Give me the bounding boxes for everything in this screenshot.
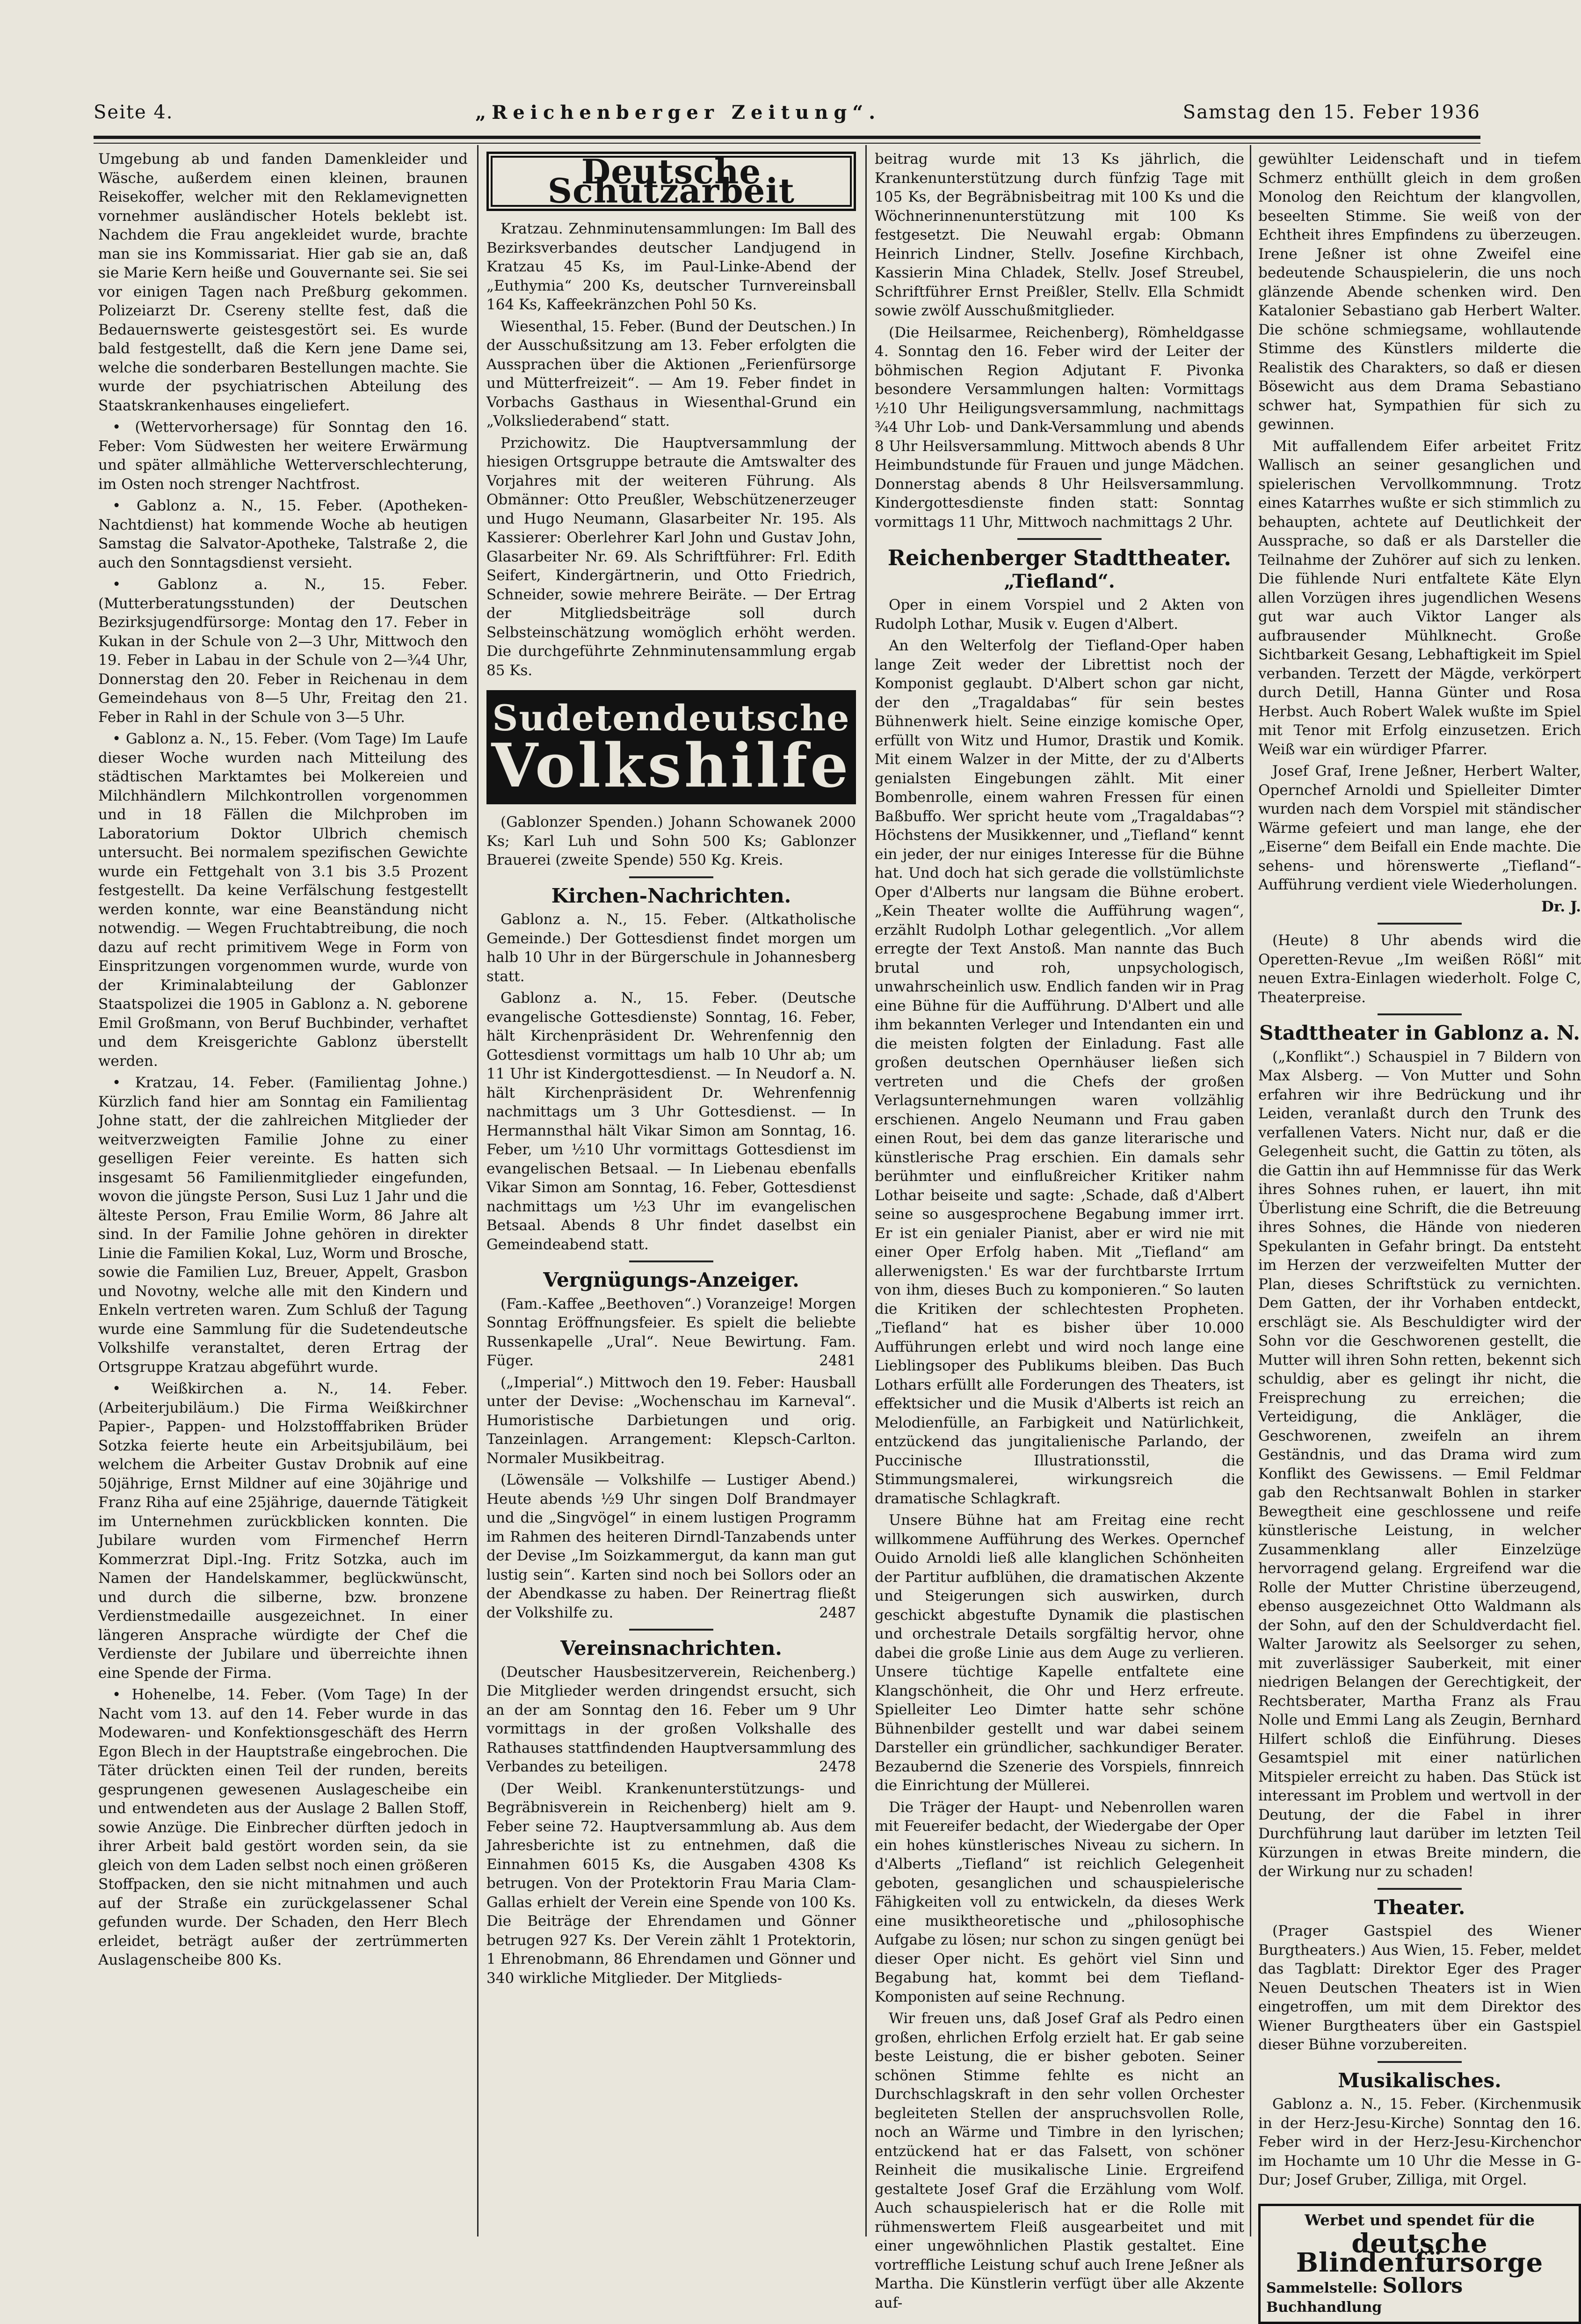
divider bbox=[1378, 923, 1462, 925]
section-head-stadttheater: Reichenberger Stadttheater. bbox=[875, 548, 1244, 568]
masthead: „Reichenberger Zeitung“. bbox=[475, 102, 881, 124]
ad-main-line: deutsche Blindenfürsorge bbox=[1266, 2234, 1573, 2272]
divider bbox=[1378, 1013, 1462, 1015]
article-paragraph: (Heute) 8 Uhr abends wird die Operetten-Revue „Im weißen Rößl“ mit neuen Extra-Einlagen wiederholt. Folge C, Theaterpreise. bbox=[1258, 931, 1581, 1007]
article-paragraph: Wir freuen uns, daß Josef Graf als Pedro einen großen, ehrlichen Erfolg erzielt hat. Er gab seine beste Leistung, die er bisher geboten. Seiner schönen Stimme fehlte es nicht an Durchschlagskraft in den sehr vollen Orchester begleiteten Stellen der anspruchsvollen Rolle, noch an Wärme und Timbre in den lyrischen; entzückend hat er das Falsett, von schöner Reinheit die musikalische Linie. Ergreifend gestaltete Josef Graf die Erzählung vom Wolf. Auch schauspielerisch hat er die Rolle mit rühmenswertem Fleiß ausgearbeitet und mit einer ungewöhnlichen Plastik gestaltet. Eine vortreffliche Leistung schuf auch Irene Jeßner als Martha. Die Künstlerin verfügt über alle Akzente auf- bbox=[875, 2009, 1244, 2312]
article-paragraph: • (Wettervorhersage) für Sonntag den 16. Feber: Vom Südwesten her weitere Erwärmung und später allmähliche Wetterverschlechterung, im Osten noch strenger Nachtfrost. bbox=[98, 418, 468, 494]
ad-number: 2481 bbox=[805, 1351, 856, 1370]
issue-date: Samstag den 15. Feber 1936 bbox=[1183, 102, 1480, 123]
article-paragraph: • Kratzau, 14. Feber. (Familientag Johne.) Kürzlich fand hier am Sonntag ein Familientag Johne statt, der die zahlreichen Mitglieder der weitverzweigten Familie Johne zu einer geselligen Feier vereinte. Es hatten sich insgesamt 56 Familienmitglieder eingefunden, wovon die jüngste Person, Susi Luz 1 Jahr und die älteste Person, Frau Emilie Worm, 86 Jahre alt sind. In der Familie Johne gehören in direkter Linie die Familien Kokal, Luz, Worm und Brosche, sowie die Familien Luz, Breuer, Appelt, Grasbon und Novotny, welche alle mit den Kindern und Enkeln vertreten waren. Zum Schluß der Tagung wurde eine Sammlung für die Sudetendeutsche Volkshilfe veranstaltet, deren Ertrag der Ortsgruppe Kratzau abgeführt wurde. bbox=[98, 1073, 468, 1377]
divider bbox=[629, 1260, 713, 1262]
divider bbox=[1378, 2061, 1462, 2063]
article-paragraph bbox=[486, 1295, 856, 1370]
ad-number: 2487 bbox=[805, 1603, 856, 1623]
article-paragraph: • Hohenelbe, 14. Feber. (Vom Tage) In der Nacht vom 13. auf den 14. Feber wurde in das Modewaren- und Konfektionsgeschäft des Herrn Egon Blech in der Hauptstraße eingebrochen. Die Täter drückten einen Teil der runden, bereits gesprungenen gewesenen Auslagescheibe ein und entwendeten aus der Auslage 2 Ballen Stoff, sowie Anzüge. Die Einbrecher dürften jedoch in ihrer Arbeit bald gestört worden sein, da sie gleich von dem Laden selbst noch einen größeren Stoffpacken, den sie nicht mitnahmen und auch auf der Straße ein zurückgelassener Schal gefunden wurde. Der Schaden, den Herr Blech erleidet, beträgt außer der zertrümmerten Auslagenscheibe 800 Ks. bbox=[98, 1685, 468, 1970]
article-paragraph: Josef Graf, Irene Jeßner, Herbert Walter, Opernchef Arnoldi und Spielleiter Dimter wurden nach dem Vorspiel mit ständischer Wärme gefeiert und man lange, ehe der „Eiserne“ dem Beifall ein Ende machte. Die sehens- und hörenswerte „Tiefland“-Aufführung verdient viele Wiederholungen. bbox=[1258, 762, 1581, 895]
article-paragraph: Mit auffallendem Eifer arbeitet Fritz Wallisch an seiner gesanglichen und spielerischen Vervollkommnung. Trotz eines Katarrhes wußte er sich stimmlich zu behaupten, achtete auf Deutlichkeit der Aussprache, so daß er als Darsteller die Teilnahme der Zuhörer auf sich zu lenken. Die fühlende Nuri entfaltete Käte Elyn allen Vorzügen ihres jugendlichen Wesens gut war auch Viktor Langer als aufbrausender Mühlknecht. Große Sichtbarkeit Gesang, Lebhaftigkeit im Spiel verbanden. Terzett der Mägde, verkörpert durch Detill, Hanna Günter und Rosa Herbst. Auch Robert Walek wußte im Spiel mit Tenor mit Erfolg einzusetzen. Erich Weiß war ein würdiger Pfarrer. bbox=[1258, 437, 1581, 759]
ad-name: Sollors bbox=[1382, 2274, 1463, 2298]
section-title-schutzarbeit: Deutsche Schutzarbeit bbox=[486, 152, 856, 211]
column-2 bbox=[486, 150, 856, 2237]
page-header bbox=[94, 91, 1480, 133]
article-paragraph: • Gablonz a. N., 15. Feber. (Mutterberatungsstunden) der Deutschen Bezirksjugendfürsorge: Montag den 17. Feber in Kukan in der Schule von 2—3 Uhr, Mittwoch den 19. Feber in Labau in der Schule von 2—¾4 Uhr, Donnerstag den 20. Feber in Reichenau in dem Gemeindehaus von 8—5 Uhr, Freitag den 21. Feber in Rahl in der Schule von 3—5 Uhr. bbox=[98, 575, 468, 727]
article-paragraph: gewühlter Leidenschaft und in tiefem Schmerz enthüllt gleich in dem großen Monolog den Reichtum der klangvollen, beseelten Stimme. Sie weiß von der Echtheit ihres Empfindens zu überzeugen. Irene Jeßner ist ohne Zweifel eine bedeutende Schauspielerin, die uns noch glänzende Abende schenken wird. Den Katalonier Sebastiano gab Herbert Walter. Die schöne schmiegsame, wohllautende Stimme des Künstlers milderte die Realistik des Charakters, so daß er diesen Bösewicht aus dem Drama Sebastiano schwer hat, Sympathien für sich zu gewinnen. bbox=[1258, 150, 1581, 434]
column-divider bbox=[865, 145, 867, 2237]
article-paragraph: („Konflikt“.) Schauspiel in 7 Bildern von Max Alsberg. — Von Mutter und Sohn erfahren wir ihre Bedrückung und ihr Leiden, veranlaßt durch den Trunk des verfallenen Vaters. Nicht nur, daß er die Gelegenheit sucht, die Gattin zu töten, als die Gattin ihn auf Hemmnisse für das Werk ihres Sohnes ruhen, er lauert, ihn mit Überlistung eine Schrift, die die Betreuung ihres Sohnes, die Hände von niederen Spekulanten in Gefahr bringt. Da entsteht im Herzen der verzweifelten Mutter der Plan, dieses Schriftstück zu vernichten. Dem Gatten, der ihr Vorhaben entdeckt, erschlägt sie. Als Beschuldigter wird der Sohn vor die Geschworenen gestellt, die Mutter will ihren Sohn retten, bekennt sich schuldig, aber es gelingt ihr nicht, die Freisprechung zu erreichen; die Verteidigung, die Ankläger, die Geschworenen, zweifeln an ihrem Geständnis, und das Drama wird zum Konflikt des Gewissens. — Emil Feldmar gab den Rechtsanwalt Bohlen in starker Bewegtheit eine geschlossene und reife künstlerische Leistung, in welcher Zusammenklang aller Einzelzüge hervorragend gelang. Ergreifend war die Rolle der Mutter Christine überzeugend, ebenso ausgezeichnet Otto Waldmann als der Sohn, auf den der Schuldverdacht fiel. Walter Jarowitz als Seelsorger zu sehen, mit zuverlässiger Sauberkeit, mit einer niedrigen Belangen der Gerechtigkeit, der Rechtsberater, Martha Franz als Frau Nolle und Emmi Lang als Zeugin, Bernhard Hilfert schloß die Einführung. Dieses Gesamtspiel mit einer natürlichen Mitspieler erreicht zu haben. Das Stück ist interessant im Problem und wertvoll in der Deutung, der die Fabel in ihrer Durchführung laut darüber im letzten Teil Kürzungen in etwas Breite mindern, die der Wirkung nur zu schaden! bbox=[1258, 1048, 1581, 1881]
article-paragraph: Unsere Bühne hat am Freitag eine recht willkommene Aufführung des Werkes. Opernchef Ouido Arnoldi ließ alle klanglichen Schönheiten der Partitur aufblühen, die dramatischen Akzente und Steigerungen sich auswirken, durch geschickt abgestufte Dynamik die plastischen und orchestrale Details sorgfältig hervor, ohne dabei die große Linie aus dem Auge zu verlieren. Unsere tüchtige Kapelle entfaltete eine Klangschönheit, die Ohr und Herz erfreute. Spielleiter Leo Dimter hatte sehr schöne Bühnenbilder gestellt und war dabei seinem Darsteller ein gründlicher, sachkundiger Berater. Bezaubernd die Szenerie des Vorspiels, finnreich die Einrichtung der Müllerei. bbox=[875, 1511, 1244, 1795]
article-paragraph: (Gablonzer Spenden.) Johann Schowanek 2000 Ks; Karl Luh und Sohn 500 Ks; Gablonzer Brauerei (zweite Spende) 550 Kg. Kreis. bbox=[486, 813, 856, 870]
article-paragraph: Wiesenthal, 15. Feber. (Bund der Deutschen.) In der Ausschußsitzung am 13. Feber erfolgten die Aussprachen über die Aktionen „Ferienfürsorge und Mütterfreizeit“. — Am 19. Feber findet in Vorbachs Gasthaus in Wiesenthal-Grund ein „Volksliederabend“ statt. bbox=[486, 317, 856, 431]
header-rule bbox=[94, 136, 1480, 139]
divider bbox=[629, 1629, 713, 1631]
ad-label: Sammelstelle: bbox=[1266, 2280, 1378, 2296]
article-paragraph: Umgebung ab und fanden Damenkleider und Wäsche, außerdem einen kleinen, braunen Reisekoffer, welcher mit den Reklamevignetten vornehmer ausländischer Hotels beklebt ist. Nachdem die Frau angekleidet wurde, brachte man sie ins Kommissariat. Hier gab sie an, daß sie Marie Kern heiße und Gouvernante sei. Sie sei vor einigen Tagen nach Preßburg gekommen. Polizeiarzt Dr. Csereny stellte fest, daß die Bedauernswerte geistesgestört sei. Es wurde bald festgestellt, daß die Kern jene Dame sei, welche die sonderbaren Bestellungen machte. Sie wurde der psychiatrischen Abteilung des Staatskrankenhauses eingeliefert. bbox=[98, 150, 468, 415]
article-paragraph: Gablonz a. N., 15. Feber. (Kirchenmusik in der Herz-Jesu-Kirche) Sonntag den 16. Feber wird in der Herz-Jesu-Kirchenchor im Hochamte um 10 Uhr die Messe in G-Dur; Josef Gruber, Zilliga, mit Orgel. bbox=[1258, 2095, 1581, 2190]
column-4 bbox=[1258, 150, 1581, 2237]
author-signoff: Dr. J. bbox=[1258, 897, 1581, 917]
header-rule-thin bbox=[94, 143, 1480, 144]
divider bbox=[1017, 538, 1102, 540]
section-head-verein: Vereinsnachrichten. bbox=[486, 1639, 856, 1658]
column-3 bbox=[875, 150, 1244, 2237]
banner-line-1: Sudetendeutsche bbox=[486, 700, 856, 736]
paragraph-text: (Fam.-Kaffee „Beethoven“.) Voranzeige! Morgen Sonntag Eröffnungsfeier. Es spielt die beliebte Russenkapelle „Ural“. Neue Bewirtung. Fam. Füger. bbox=[486, 1296, 856, 1370]
ad-bottom-line bbox=[1266, 2277, 1573, 2317]
article-paragraph: beitrag wurde mit 13 Ks jährlich, die Krankenunterstützung durch fünfzig Tage mit 105 Ks, der Begräbnisbeitrag mit 100 Ks und die Wöchnerinnenunterstützung mit 100 Ks festgesetzt. Die Neuwahl ergab: Obmann Heinrich Lindner, Stellv. Josefine Kirchbach, Kassierin Mina Chladek, Stellv. Josef Streubel, Schriftführer Ernst Preißler, Stellv. Ella Schmidt sowie zwölf Ausschußmitglieder. bbox=[875, 150, 1244, 321]
article-paragraph: Gablonz a. N., 15. Feber. (Altkatholische Gemeinde.) Der Gottesdienst findet morgen um halb 10 Uhr in der Bürgerschule in Johannesberg statt. bbox=[486, 910, 856, 986]
section-head-vergnuegung: Vergnügungs-Anzeiger. bbox=[486, 1271, 856, 1290]
article-paragraph: Gablonz a. N., 15. Feber. (Deutsche evangelische Gottesdienste) Sonntag, 16. Feber, hält Kirchenpräsident Dr. Wehrenfennig den Gottesdienst vormittags um halb 10 Uhr ab; um 11 Uhr ist Kindergottesdienst. — In Neudorf a. N. hält Kirchenpräsident Dr. Wehrenfennig nachmittags um 3 Uhr Gottesdienst. — In Hermannsthal hält Vikar Simon am Sonntag, 16. Feber, um ½10 Uhr vormittags Gottesdienst im evangelischen Betsaal. — In Liebenau ebenfalls Vikar Simon am Sonntag, 16. Feber, Gottesdienst nachmittags um ½3 Uhr im evangelischen Betsaal. Abends 8 Uhr findet daselbst ein Gemeindeabend statt. bbox=[486, 989, 856, 1254]
divider bbox=[1378, 1888, 1462, 1890]
article-paragraph: Kratzau. Zehnminutensammlungen: Im Ball des Bezirksverbandes deutscher Landjugend in Kratzau 45 Ks, im Paul-Linke-Abend der „Euthymia“ 200 Ks, deutscher Turnvereinsball 164 Ks, Kaffeekränzchen Pohl 50 Ks. bbox=[486, 219, 856, 314]
page-number: Seite 4. bbox=[94, 102, 174, 123]
column-divider bbox=[1250, 145, 1251, 2237]
article-paragraph: (Die Heilsarmee, Reichenberg), Römheldgasse 4. Sonntag den 16. Feber wird der Leiter der böhmischen Region Adjutant F. Pivonka besondere Versammlungen halten: Vormittags ½10 Uhr Heiligungsversammlung, nachmittags ¾4 Uhr Lob- und Dank-Versammlung und abends 8 Uhr Heilsversammlung. Mittwoch abends 8 Uhr Heimbundstunde für Frauen und junge Mädchen. Donnerstag abends 8 Uhr Heilsversammlung. Kindergottesdienste finden statt: Sonntag vormittags 11 Uhr, Mittwoch nachmittags 2 Uhr. bbox=[875, 323, 1244, 532]
ad-extra: Buchhandlung bbox=[1266, 2299, 1382, 2316]
ad-top-line: Werbet und spendet für die bbox=[1266, 2211, 1573, 2230]
ad-number: 2478 bbox=[805, 1757, 856, 1777]
section-head-kirchen: Kirchen-Nachrichten. bbox=[486, 887, 856, 906]
paragraph-text: (Löwensäle — Volkshilfe — Lustiger Abend.) Heute abends ½9 Uhr singen Dolf Brandmayer und die „Singvögel“ in einem lustigen Programm im Rahmen des heiteren Dirndl-Tanzabends unter der Devise „Im Soizkammergut, da kann man gut lustig sein“. Karten sind noch bei Sollors oder an der Abendkasse zu haben. Der Reinertrag fließt der Volkshilfe zu. bbox=[486, 1472, 856, 1621]
article-paragraph bbox=[486, 1471, 856, 1622]
article-paragraph: (Der Weibl. Krankenunterstützungs- und Begräbnisverein in Reichenberg) hielt am 9. Feber seine 72. Hauptversammlung ab. Aus dem Jahresberichte ist zu entnehmen, daß die Einnahmen 6015 Ks, die Ausgaben 4308 Ks betrugen. Von der Protektorin Frau Maria Clam-Gallas erhielt der Verein eine Spende von 100 Ks. Die Beiträge der Ehrendamen und Gönner betrugen 927 Ks. Der Verein zählt 1 Protektorin, 1 Ehrenobmann, 86 Ehrendamen und Gönner und 340 wirkliche Mitglieder. Der Mitglieds- bbox=[486, 1779, 856, 1988]
blindenfuersorge-ad bbox=[1258, 2204, 1581, 2324]
article-paragraph: • Gablonz a. N., 15. Feber. (Apotheken-Nachtdienst) hat kommende Woche ab heutigen Samstag die Salvator-Apotheke, Talstraße 2, die auch den Sonntagsdienst versieht. bbox=[98, 496, 468, 572]
article-paragraph: Die Träger der Haupt- und Nebenrollen waren mit Feuereifer bedacht, der Wiedergabe der Oper ein hohes künstlerisches Niveau zu sichern. In d'Alberts „Tiefland“ ist reichlich Gelegenheit geboten, gesanglichen und schauspielerische Fähigkeiten voll zu entwickeln, da dieses Werk eine musiktheoretische und „philosophische Aufgabe zu lösen; nur schon zu singen genügt bei dieser Oper nicht. Es gehört viel Sinn und Begabung hat, kommt bei dem Tiefland-Komponisten auf seine Rechnung. bbox=[875, 1798, 1244, 2007]
play-title: „Tiefland“. bbox=[875, 572, 1244, 591]
volkshilfe-banner bbox=[486, 690, 856, 804]
article-paragraph: (Prager Gastspiel des Wiener Burgtheaters.) Aus Wien, 15. Feber, meldet das Tagblatt: Direktor Eger des Prager Neuen Deutschen Theaters ist in Wien eingetroffen, um mit dem Direktor des Wiener Burgtheaters über ein Gastspiel dieser Bühne vorzubereiten. bbox=[1258, 1922, 1581, 2054]
article-paragraph: Oper in einem Vorspiel und 2 Akten von Rudolph Lothar, Musik v. Eugen d'Albert. bbox=[875, 596, 1244, 634]
paragraph-text: (Deutscher Hausbesitzerverein, Reichenberg.) Die Mitglieder werden dringendst ersucht, sich an der am Sonntag den 16. Feber um 9 Uhr vormittags in der großen Volkshalle des Rathauses stattfindenden Hauptversammlung des Verbandes zu beteiligen. bbox=[486, 1664, 856, 1776]
section-head-musik: Musikalisches. bbox=[1258, 2071, 1581, 2091]
article-paragraph: • Weißkirchen a. N., 14. Feber. (Arbeiterjubiläum.) Die Firma Weißkirchner Papier-, Pappen- und Holzstofffabriken Brüder Sotzka feierte heute ein Arbeitsjubiläum, bei welchem die Arbeiter Gustav Drobnik auf eine 50jährige, Ernst Mildner auf eine 30jährige und Franz Riha auf eine 25jährige, dauernde Tätigkeit im Unternehmen zurückblicken konnten. Die Jubilare wurden vom Firmenchef Herrn Kommerzrat Dipl.-Ing. Fritz Sotzka, auch im Namen der Handelskammer, beglückwünscht, und durch die silberne, bzw. bronzene Verdienstmedaille ausgezeichnet. In einer längeren Ansprache würdigte der Chef die Verdienste der Jubilare und überreichte ihnen eine Spende der Firma. bbox=[98, 1379, 468, 1683]
column-1 bbox=[98, 150, 468, 2237]
section-head-theater: Theater. bbox=[1258, 1898, 1581, 1917]
article-paragraph: An den Welterfolg der Tiefland-Oper haben lange Zeit weder der Librettist noch der Komponist geglaubt. D'Albert schon gar nicht, der den „Tragaldabas“ für sein bestes Bühnenwerk hielt. Seine einzige komische Oper, erfüllt von Witz und Humor, Drastik und Komik. Mit einem Walzer in der Mitte, der zu d'Alberts genialsten Eingebungen zählt. Mit einer Bombenrolle, einem wahren Fressen für einen Baßbuffo. Wer spricht heute vom „Tragaldabas“? Höchstens der Musikkenner, und „Tiefland“ kennt ein jeder, der nur einiges Interesse für die Bühne hat. Und doch hat sich gerade die vollstümlichste Oper d'Alberts nur langsam die Bühne erobert. „Kein Theater wollte die Aufführung wagen“, erzählt Rudolph Lothar gelegentlich. „Vor allem erregte der Text Anstoß. Man nannte das Buch brutal und roh, unpsychologisch, unwahrscheinlich usw. Endlich fanden wir in Prag eine Bühne für die Aufführung. D'Albert und alle ihm bekannten Verleger und Intendanten ein und die meisten folgten der Einladung. Fast alle großen deutschen Opernhäuser ließen sich vertreten und die Chefs der großen Verlagsunternehmungen waren vollzählig erschienen. Angelo Neumann und Frau gaben einen Rout, bei dem das ganze literarische und künstlerische Prag erschien. Ein damals sehr berühmter und einflußreicher Kritiker nahm Lothar beiseite und sagte: ‚Schade, daß d'Albert seine so ausgesprochene Begabung immer irrt. Er ist ein genialer Pianist, aber er wird nie mit einer Oper Erfolg haben. Mit „Tiefland“ am allerwenigsten.' Es war der furchtbarste Irrtum von ihm, dieses Buch zu komponieren.“ So lauten die Kritiken der schlechtesten Propheten. „Tiefland“ hat es bisher über 10.000 Aufführungen erlebt und wird noch lange eine Lieblingsoper des Publikums bleiben. Das Buch Lothars erfüllt alle Forderungen des Theaters, ist effektsicher und die Musik d'Alberts ist reich an Melodienfülle, an Farbigkeit und Natürlichkeit, entzückend das jungitalienische Parlando, der Puccinische Illustrationsstil, die Stimmungsmalerei, wirkungsreich die dramatische Schlagkraft. bbox=[875, 636, 1244, 1508]
column-divider bbox=[477, 145, 479, 2237]
divider bbox=[629, 876, 713, 878]
banner-line-2: Volkshilfe bbox=[486, 736, 856, 796]
article-paragraph: • Gablonz a. N., 15. Feber. (Vom Tage) Im Laufe dieser Woche wurden nach Mitteilung des städtischen Marktamtes bei Molkereien und Milchhändlern Milchkontrollen vorgenommen und in 18 Fällen die Milchproben im Laboratorium Doktor Ulbrich chemisch untersucht. Bei normalem spezifischen Gewichte wurde ein Fettgehalt von 3.1 bis 3.5 Prozent festgestellt. Da keine Verfälschung festgestellt werden konnte, war eine Beanständung nicht notwendig. — Wegen Fruchtabtreibung, die noch dazu auf recht primitivem Wege in Form von Einspritzungen vorgenommen wurde, wurde von der Kriminalabteilung der Gablonzer Staatspolizei die 1905 in Gablonz a. N. geborene Emil Großmann, von Beruf Buchbinder, verhaftet und dem Kreisgerichte Gablonz überstellt werden. bbox=[98, 729, 468, 1071]
article-paragraph bbox=[486, 1663, 856, 1777]
article-paragraph: Przichowitz. Die Hauptversammlung der hiesigen Ortsgruppe betraute die Amtswalter des Vorjahres mit der weiteren Führung. Als Obmänner: Otto Preußler, Webschützenerzeuger und Hugo Neumann, Glasarbeiter Nr. 195. Als Kassierer: Oberlehrer Karl John und Gustav John, Glasarbeiter Nr. 69. Als Schriftführer: Frl. Edith Seifert, Kindergärtnerin, und Otto Friedrich, Schneider, sowie mehrere Beiräte. — Der Ertrag der Mitgliedsbeiträge soll durch Selbsteinschätzung womöglich erhöht werden. Die durchgeführte Zehnminutensammlung ergab 85 Ks. bbox=[486, 434, 856, 680]
section-head-gablonz-theater: Stadttheater in Gablonz a. N. bbox=[1258, 1024, 1581, 1043]
article-paragraph: („Imperial“.) Mittwoch den 19. Feber: Hausball unter der Devise: „Wochenschau im Karneval“. Humoristische Darbietungen und orig. Tanzeinlagen. Arrangement: Klepsch-Carlton. Normaler Musikbeitrag. bbox=[486, 1373, 856, 1468]
